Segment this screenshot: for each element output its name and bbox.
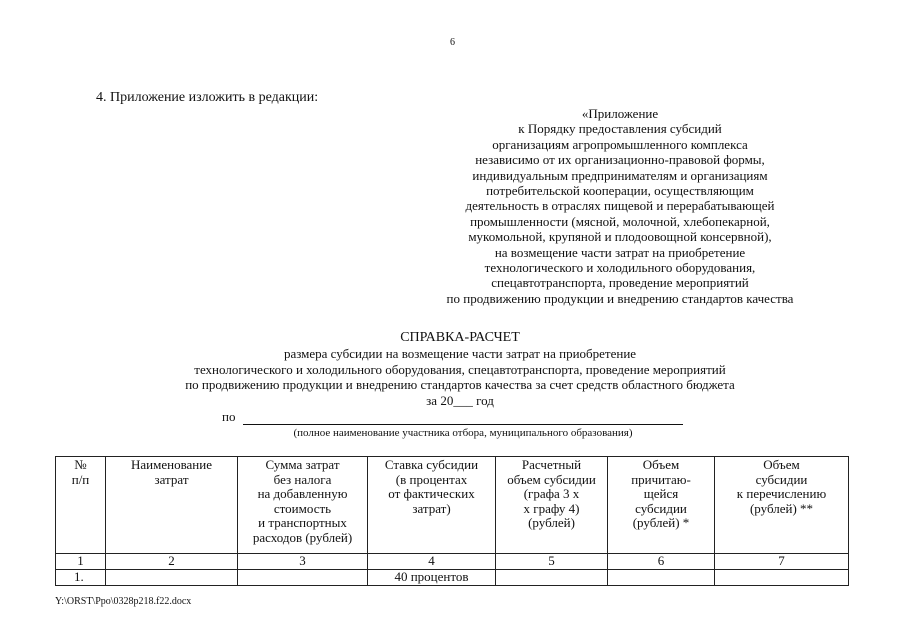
column-number-cell: 2	[106, 554, 238, 570]
table-cell: 1.	[56, 570, 106, 586]
appendix-line: независимо от их организационно-правовой формы,	[475, 152, 765, 168]
table-cell	[496, 570, 608, 586]
header-cell: Ставка субсидии (в процентах от фактических затрат)	[368, 457, 496, 554]
po-label: по	[222, 409, 236, 424]
appendix-heading	[430, 106, 810, 306]
appendix-line: технологического и холодильного оборудования,	[484, 260, 756, 276]
appendix-line: организациям агропромышленного комплекса	[492, 136, 748, 152]
appendix-line: индивидуальным предпринимателям и организациям	[472, 167, 768, 183]
table-cell	[238, 570, 368, 586]
table-header-row	[56, 457, 849, 554]
document-title	[80, 330, 840, 408]
header-cell: Наименование затрат	[106, 457, 238, 554]
appendix-line: мукомольной, крупяной и плодоовощной консервной),	[468, 229, 772, 245]
po-fill-line	[243, 424, 683, 425]
title-heading: СПРАВКА-РАСЧЕТ	[400, 330, 520, 345]
header-cell: Расчетный объем субсидии (графа 3 х х графу 4) (рублей)	[496, 457, 608, 554]
header-cell: № п/п	[56, 457, 106, 554]
appendix-line: «Приложение	[581, 106, 659, 121]
appendix-line: потребительской кооперации, осуществляющим	[486, 183, 754, 199]
header-cell: Сумма затрат без налога на добавленную стоимость и транспортных расходов (рублей)	[238, 457, 368, 554]
header-cell: Объем причитаю- щейся субсидии (рублей) *	[608, 457, 715, 554]
column-number-cell: 3	[238, 554, 368, 570]
table-cell	[715, 570, 849, 586]
header-cell: Объем субсидии к перечислению (рублей) **	[715, 457, 849, 554]
table-cell	[608, 570, 715, 586]
title-line: размера субсидии на возмещение части затрат на приобретение	[283, 346, 637, 361]
column-number-cell: 7	[715, 554, 849, 570]
table-cell: 40 процентов	[368, 570, 496, 586]
calculation-table	[55, 456, 849, 586]
column-number-cell: 6	[608, 554, 715, 570]
title-line: технологического и холодильного оборудования, спецавтотранспорта, проведение мероприятий	[194, 361, 726, 377]
table-cell	[106, 570, 238, 586]
po-caption: (полное наименование участника отбора, муниципального образования)	[293, 427, 633, 439]
appendix-line: промышленности (мясной, молочной, хлебопекарной,	[470, 213, 770, 229]
appendix-line: на возмещение части затрат на приобретение	[494, 244, 746, 260]
title-line: по продвижению продукции и внедрению стандартов качества за счет средств областного бюджета	[185, 377, 735, 392]
intro-paragraph: 4. Приложение изложить в редакции:	[96, 90, 319, 105]
title-line: за 20___ год	[426, 392, 494, 408]
appendix-line: деятельность в отраслях пищевой и перерабатывающей	[465, 198, 775, 214]
appendix-line: по продвижению продукции и внедрению стандартов качества	[446, 290, 794, 306]
column-number-row	[56, 554, 849, 570]
file-path-footer: Y:\ORST\Ppo\0328p218.f22.docx	[55, 596, 192, 607]
appendix-line: к Порядку предоставления субсидий	[518, 121, 722, 137]
page-number: 6	[450, 37, 455, 48]
column-number-cell: 4	[368, 554, 496, 570]
column-number-cell: 1	[56, 554, 106, 570]
appendix-line: спецавтотранспорта, проведение мероприятий	[491, 275, 749, 291]
table-row	[56, 570, 849, 586]
column-number-cell: 5	[496, 554, 608, 570]
